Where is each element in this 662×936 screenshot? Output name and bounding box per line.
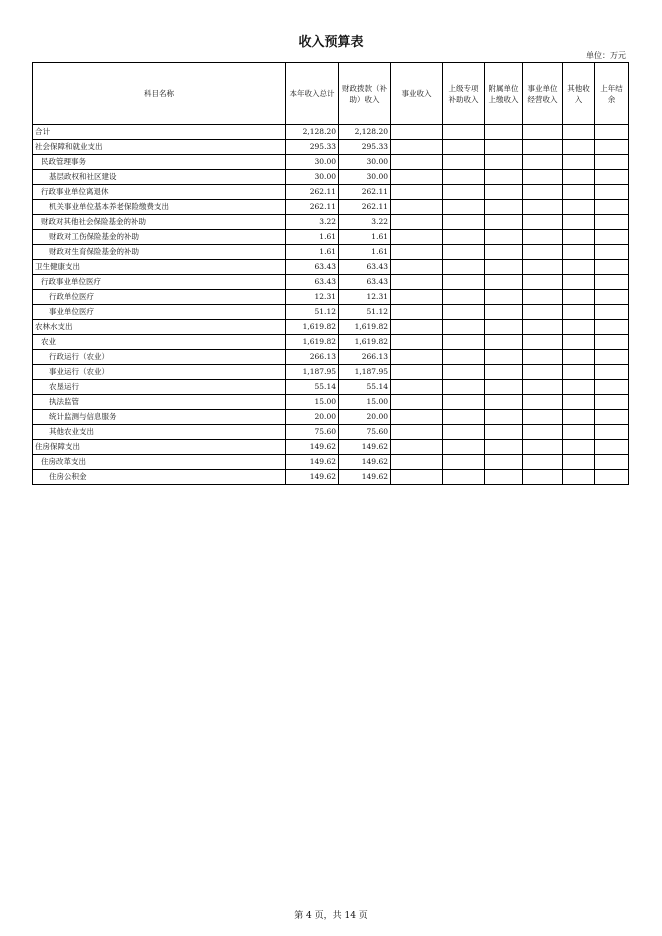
table-row — [33, 230, 629, 245]
fiscal-income: 20.00 — [339, 410, 391, 425]
subject-name: 住房保障支出 — [33, 440, 286, 455]
empty-cell — [443, 455, 485, 470]
table-row — [33, 215, 629, 230]
empty-cell — [563, 260, 595, 275]
empty-cell — [391, 260, 443, 275]
subject-name: 财政对工伤保险基金的补助 — [33, 230, 286, 245]
empty-cell — [443, 380, 485, 395]
empty-cell — [391, 410, 443, 425]
empty-cell — [523, 350, 563, 365]
page-title: 收入预算表 — [298, 35, 364, 50]
empty-cell — [485, 320, 523, 335]
total-income: 262.11 — [286, 200, 339, 215]
empty-cell — [391, 200, 443, 215]
subject-name: 行政单位医疗 — [33, 290, 286, 305]
empty-cell — [391, 395, 443, 410]
empty-cell — [485, 290, 523, 305]
empty-cell — [443, 230, 485, 245]
col-header: 上年结余 — [595, 63, 629, 125]
empty-cell — [595, 215, 629, 230]
total-income: 30.00 — [286, 155, 339, 170]
empty-cell — [443, 350, 485, 365]
empty-cell — [595, 140, 629, 155]
empty-cell — [563, 170, 595, 185]
empty-cell — [443, 185, 485, 200]
empty-cell — [563, 425, 595, 440]
empty-cell — [523, 305, 563, 320]
table-row — [33, 140, 629, 155]
empty-cell — [523, 320, 563, 335]
empty-cell — [563, 230, 595, 245]
total-income: 295.33 — [286, 140, 339, 155]
empty-cell — [485, 275, 523, 290]
empty-cell — [523, 365, 563, 380]
fiscal-income: 63.43 — [339, 275, 391, 290]
empty-cell — [563, 245, 595, 260]
empty-cell — [563, 410, 595, 425]
empty-cell — [485, 230, 523, 245]
empty-cell — [391, 440, 443, 455]
total-income: 55.14 — [286, 380, 339, 395]
empty-cell — [563, 455, 595, 470]
table-row — [33, 455, 629, 470]
empty-cell — [443, 425, 485, 440]
empty-cell — [391, 455, 443, 470]
total-income: 149.62 — [286, 470, 339, 485]
empty-cell — [391, 365, 443, 380]
empty-cell — [523, 395, 563, 410]
empty-cell — [391, 185, 443, 200]
fiscal-income: 266.13 — [339, 350, 391, 365]
subject-name: 基层政权和社区建设 — [33, 170, 286, 185]
empty-cell — [595, 440, 629, 455]
empty-cell — [485, 440, 523, 455]
empty-cell — [523, 470, 563, 485]
empty-cell — [595, 200, 629, 215]
fiscal-income: 15.00 — [339, 395, 391, 410]
empty-cell — [563, 185, 595, 200]
empty-cell — [485, 125, 523, 140]
empty-cell — [523, 455, 563, 470]
unit-label: 单位：万元 — [586, 51, 626, 60]
income-budget-table — [32, 62, 629, 485]
fiscal-income: 1.61 — [339, 230, 391, 245]
empty-cell — [485, 395, 523, 410]
empty-cell — [595, 455, 629, 470]
total-income: 3.22 — [286, 215, 339, 230]
empty-cell — [595, 155, 629, 170]
empty-cell — [485, 365, 523, 380]
empty-cell — [443, 470, 485, 485]
fiscal-income: 1,187.95 — [339, 365, 391, 380]
empty-cell — [523, 140, 563, 155]
subject-name: 事业单位医疗 — [33, 305, 286, 320]
fiscal-income: 30.00 — [339, 155, 391, 170]
col-header: 本年收入总计 — [286, 63, 339, 125]
table-row — [33, 260, 629, 275]
fiscal-income: 12.31 — [339, 290, 391, 305]
table-row — [33, 380, 629, 395]
col-header: 科目名称 — [33, 63, 286, 125]
table-row — [33, 440, 629, 455]
fiscal-income: 75.60 — [339, 425, 391, 440]
empty-cell — [485, 245, 523, 260]
subject-name: 住房公积金 — [33, 470, 286, 485]
empty-cell — [563, 440, 595, 455]
empty-cell — [523, 410, 563, 425]
empty-cell — [443, 320, 485, 335]
empty-cell — [595, 425, 629, 440]
empty-cell — [523, 380, 563, 395]
col-header: 财政拨款（补助）收入 — [339, 63, 391, 125]
table-row — [33, 410, 629, 425]
subject-name: 财政对其他社会保险基金的补助 — [33, 215, 286, 230]
total-income: 1,619.82 — [286, 320, 339, 335]
subject-name: 合计 — [33, 125, 286, 140]
fiscal-income: 262.11 — [339, 185, 391, 200]
table-row — [33, 275, 629, 290]
empty-cell — [443, 170, 485, 185]
total-income: 20.00 — [286, 410, 339, 425]
empty-cell — [391, 320, 443, 335]
fiscal-income: 63.43 — [339, 260, 391, 275]
empty-cell — [485, 350, 523, 365]
empty-cell — [595, 470, 629, 485]
empty-cell — [523, 425, 563, 440]
empty-cell — [391, 230, 443, 245]
total-income: 63.43 — [286, 260, 339, 275]
empty-cell — [595, 350, 629, 365]
empty-cell — [443, 305, 485, 320]
empty-cell — [485, 200, 523, 215]
empty-cell — [595, 185, 629, 200]
fiscal-income: 262.11 — [339, 200, 391, 215]
empty-cell — [485, 335, 523, 350]
fiscal-income: 30.00 — [339, 170, 391, 185]
empty-cell — [443, 155, 485, 170]
empty-cell — [485, 380, 523, 395]
empty-cell — [523, 275, 563, 290]
subject-name: 卫生健康支出 — [33, 260, 286, 275]
empty-cell — [595, 335, 629, 350]
subject-name: 统计监测与信息服务 — [33, 410, 286, 425]
empty-cell — [443, 335, 485, 350]
fiscal-income: 1,619.82 — [339, 335, 391, 350]
header-row — [33, 63, 629, 125]
total-income: 262.11 — [286, 185, 339, 200]
fiscal-income: 3.22 — [339, 215, 391, 230]
fiscal-income: 55.14 — [339, 380, 391, 395]
col-header: 事业单位经营收入 — [523, 63, 563, 125]
empty-cell — [523, 260, 563, 275]
table-row — [33, 365, 629, 380]
table-row — [33, 155, 629, 170]
empty-cell — [523, 335, 563, 350]
empty-cell — [595, 230, 629, 245]
empty-cell — [563, 215, 595, 230]
subject-name: 财政对生育保险基金的补助 — [33, 245, 286, 260]
total-income: 12.31 — [286, 290, 339, 305]
empty-cell — [563, 275, 595, 290]
empty-cell — [523, 245, 563, 260]
table-row — [33, 350, 629, 365]
empty-cell — [563, 290, 595, 305]
empty-cell — [523, 290, 563, 305]
table-row — [33, 290, 629, 305]
subject-name: 农林水支出 — [33, 320, 286, 335]
empty-cell — [391, 245, 443, 260]
empty-cell — [563, 335, 595, 350]
empty-cell — [563, 470, 595, 485]
empty-cell — [443, 260, 485, 275]
empty-cell — [391, 140, 443, 155]
col-header: 附属单位上缴收入 — [485, 63, 523, 125]
table-row — [33, 170, 629, 185]
empty-cell — [391, 380, 443, 395]
empty-cell — [391, 425, 443, 440]
empty-cell — [595, 365, 629, 380]
empty-cell — [523, 215, 563, 230]
empty-cell — [563, 140, 595, 155]
empty-cell — [485, 155, 523, 170]
subject-name: 行政运行（农业） — [33, 350, 286, 365]
table-row — [33, 185, 629, 200]
empty-cell — [485, 470, 523, 485]
total-income: 30.00 — [286, 170, 339, 185]
empty-cell — [595, 275, 629, 290]
empty-cell — [443, 215, 485, 230]
fiscal-income: 51.12 — [339, 305, 391, 320]
empty-cell — [523, 185, 563, 200]
empty-cell — [563, 305, 595, 320]
table-row — [33, 200, 629, 215]
col-header: 其他收入 — [563, 63, 595, 125]
table-row — [33, 425, 629, 440]
empty-cell — [595, 260, 629, 275]
empty-cell — [443, 200, 485, 215]
empty-cell — [523, 125, 563, 140]
total-income: 2,128.20 — [286, 125, 339, 140]
total-income: 1,619.82 — [286, 335, 339, 350]
total-income: 51.12 — [286, 305, 339, 320]
empty-cell — [391, 170, 443, 185]
empty-cell — [391, 335, 443, 350]
empty-cell — [523, 170, 563, 185]
col-header: 上级专项补助收入 — [443, 63, 485, 125]
empty-cell — [443, 290, 485, 305]
empty-cell — [595, 245, 629, 260]
empty-cell — [443, 395, 485, 410]
empty-cell — [595, 125, 629, 140]
total-income: 149.62 — [286, 455, 339, 470]
subject-name: 农垦运行 — [33, 380, 286, 395]
empty-cell — [443, 365, 485, 380]
empty-cell — [563, 155, 595, 170]
table-row — [33, 470, 629, 485]
empty-cell — [485, 215, 523, 230]
total-income: 63.43 — [286, 275, 339, 290]
empty-cell — [443, 440, 485, 455]
subject-name: 行政事业单位离退休 — [33, 185, 286, 200]
empty-cell — [391, 350, 443, 365]
total-income: 75.60 — [286, 425, 339, 440]
empty-cell — [485, 170, 523, 185]
total-income: 266.13 — [286, 350, 339, 365]
subject-name: 农业 — [33, 335, 286, 350]
table-row — [33, 245, 629, 260]
fiscal-income: 1,619.82 — [339, 320, 391, 335]
table-row — [33, 320, 629, 335]
empty-cell — [485, 455, 523, 470]
total-income: 149.62 — [286, 440, 339, 455]
empty-cell — [443, 245, 485, 260]
empty-cell — [485, 185, 523, 200]
empty-cell — [595, 410, 629, 425]
fiscal-income: 149.62 — [339, 440, 391, 455]
empty-cell — [391, 290, 443, 305]
empty-cell — [485, 425, 523, 440]
empty-cell — [391, 275, 443, 290]
table-row — [33, 125, 629, 140]
empty-cell — [391, 470, 443, 485]
empty-cell — [523, 440, 563, 455]
empty-cell — [563, 200, 595, 215]
page-footer: 第 4 页，共 14 页 — [294, 911, 368, 921]
empty-cell — [595, 395, 629, 410]
empty-cell — [391, 155, 443, 170]
empty-cell — [443, 140, 485, 155]
fiscal-income: 149.62 — [339, 455, 391, 470]
empty-cell — [443, 410, 485, 425]
subject-name: 其他农业支出 — [33, 425, 286, 440]
empty-cell — [443, 275, 485, 290]
subject-name: 住房改革支出 — [33, 455, 286, 470]
empty-cell — [595, 380, 629, 395]
col-header: 事业收入 — [391, 63, 443, 125]
subject-name: 社会保障和就业支出 — [33, 140, 286, 155]
empty-cell — [485, 260, 523, 275]
fiscal-income: 149.62 — [339, 470, 391, 485]
empty-cell — [523, 200, 563, 215]
total-income: 1.61 — [286, 245, 339, 260]
subject-name: 民政管理事务 — [33, 155, 286, 170]
table-row — [33, 305, 629, 320]
empty-cell — [563, 320, 595, 335]
fiscal-income: 1.61 — [339, 245, 391, 260]
table-row — [33, 395, 629, 410]
empty-cell — [595, 320, 629, 335]
total-income: 1,187.95 — [286, 365, 339, 380]
empty-cell — [443, 125, 485, 140]
subject-name: 事业运行（农业） — [33, 365, 286, 380]
table-row — [33, 335, 629, 350]
fiscal-income: 2,128.20 — [339, 125, 391, 140]
fiscal-income: 295.33 — [339, 140, 391, 155]
subject-name: 执法监管 — [33, 395, 286, 410]
empty-cell — [563, 365, 595, 380]
empty-cell — [595, 170, 629, 185]
empty-cell — [391, 215, 443, 230]
empty-cell — [563, 380, 595, 395]
subject-name: 机关事业单位基本养老保险缴费支出 — [33, 200, 286, 215]
empty-cell — [391, 305, 443, 320]
empty-cell — [563, 395, 595, 410]
empty-cell — [485, 140, 523, 155]
total-income: 1.61 — [286, 230, 339, 245]
empty-cell — [485, 410, 523, 425]
subject-name: 行政事业单位医疗 — [33, 275, 286, 290]
empty-cell — [563, 350, 595, 365]
empty-cell — [563, 125, 595, 140]
empty-cell — [595, 290, 629, 305]
empty-cell — [485, 305, 523, 320]
empty-cell — [523, 230, 563, 245]
empty-cell — [595, 305, 629, 320]
empty-cell — [391, 125, 443, 140]
total-income: 15.00 — [286, 395, 339, 410]
empty-cell — [523, 155, 563, 170]
